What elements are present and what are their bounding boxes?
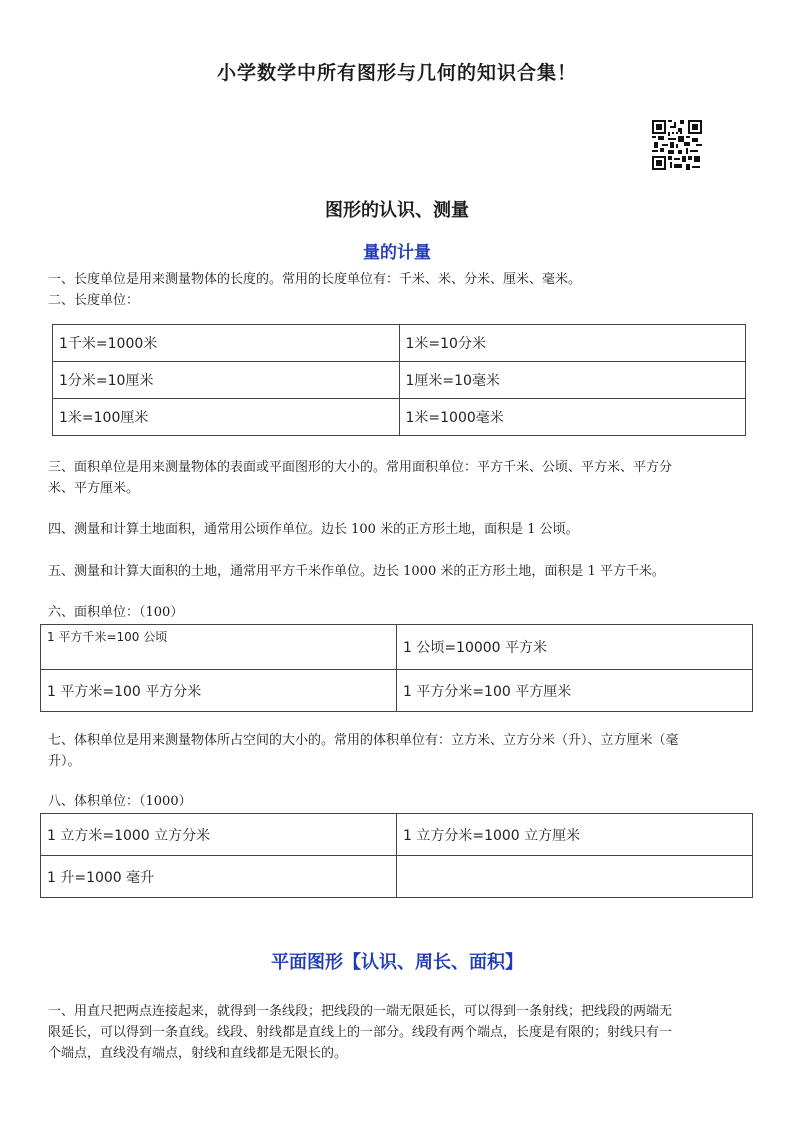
table-row <box>53 325 746 362</box>
table-cell: 1 公顷=10000 平方米 <box>396 625 752 670</box>
table-cell: 1 升=1000 毫升 <box>41 856 397 898</box>
table-row <box>41 625 753 670</box>
qr-code-icon <box>652 120 702 170</box>
plane-figures-title: 平面图形【认识、周长、面积】 <box>271 952 523 973</box>
table-row <box>53 399 746 436</box>
paragraph-9-line-1: 一、用直尺把两点连接起来，就得到一条线段；把线段的一端无限延长，可以得到一条射线；把线段的两端无 <box>48 1004 673 1019</box>
table-cell: 1 平方千米=100 公顷 <box>41 625 397 670</box>
paragraph-7-line-2: 升）。 <box>48 754 81 769</box>
table-cell: 1 平方米=100 平方分米 <box>41 670 397 712</box>
paragraph-9-line-2: 限延长，可以得到一条直线。线段、射线都是直线上的一部分。线段有两个端点，长度是有限的；射线只有一 <box>48 1025 673 1040</box>
table-cell: 1厘米=10毫米 <box>399 362 746 399</box>
table-cell: 1 立方分米=1000 立方厘米 <box>397 814 753 856</box>
paragraph-6: 六、面积单位：（100） <box>48 605 184 620</box>
table-row <box>41 814 753 856</box>
paragraph-5: 五、测量和计算大面积的土地，通常用平方千米作单位。边长 1000 米的正方形土地，面积是 1 平方千米。 <box>48 564 665 579</box>
table-row <box>41 856 753 898</box>
area-units-table <box>40 624 753 712</box>
table-cell: 1 平方分米=100 平方厘米 <box>396 670 752 712</box>
table-cell <box>397 856 753 898</box>
volume-units-table <box>40 813 753 898</box>
page-title: 小学数学中所有图形与几何的知识合集！ <box>216 62 577 84</box>
paragraph-1: 一、长度单位是用来测量物体的长度的。常用的长度单位有：千米、米、分米、厘米、毫米。 <box>48 272 582 287</box>
subsection-title: 量的计量 <box>363 243 431 263</box>
table-cell: 1千米=1000米 <box>53 325 400 362</box>
table-cell: 1米=1000毫米 <box>399 399 746 436</box>
paragraph-2: 二、长度单位： <box>48 293 140 308</box>
paragraph-8: 八、体积单位：（1000） <box>48 794 192 809</box>
table-cell: 1 立方米=1000 立方分米 <box>41 814 397 856</box>
table-cell: 1米=100厘米 <box>53 399 400 436</box>
table-cell: 1分米=10厘米 <box>53 362 400 399</box>
paragraph-7-line-1: 七、体积单位是用来测量物体所占空间的大小的。常用的体积单位有：立方米、立方分米（升）、立方厘米（毫 <box>48 733 679 748</box>
section-title: 图形的认识、测量 <box>325 200 469 221</box>
paragraph-4: 四、测量和计算土地面积，通常用公顷作单位。边长 100 米的正方形土地，面积是 1 公顷。 <box>48 522 579 537</box>
length-units-table <box>52 324 746 436</box>
table-cell: 1米=10分米 <box>399 325 746 362</box>
table-row <box>41 670 753 712</box>
table-row <box>53 362 746 399</box>
paragraph-9-line-3: 个端点，直线没有端点，射线和直线都是无限长的。 <box>48 1046 348 1061</box>
paragraph-3-line-2: 米、平方厘米。 <box>48 481 140 496</box>
paragraph-3-line-1: 三、面积单位是用来测量物体的表面或平面图形的大小的。常用面积单位：平方千米、公顷、平方米、平方分 <box>48 460 673 475</box>
